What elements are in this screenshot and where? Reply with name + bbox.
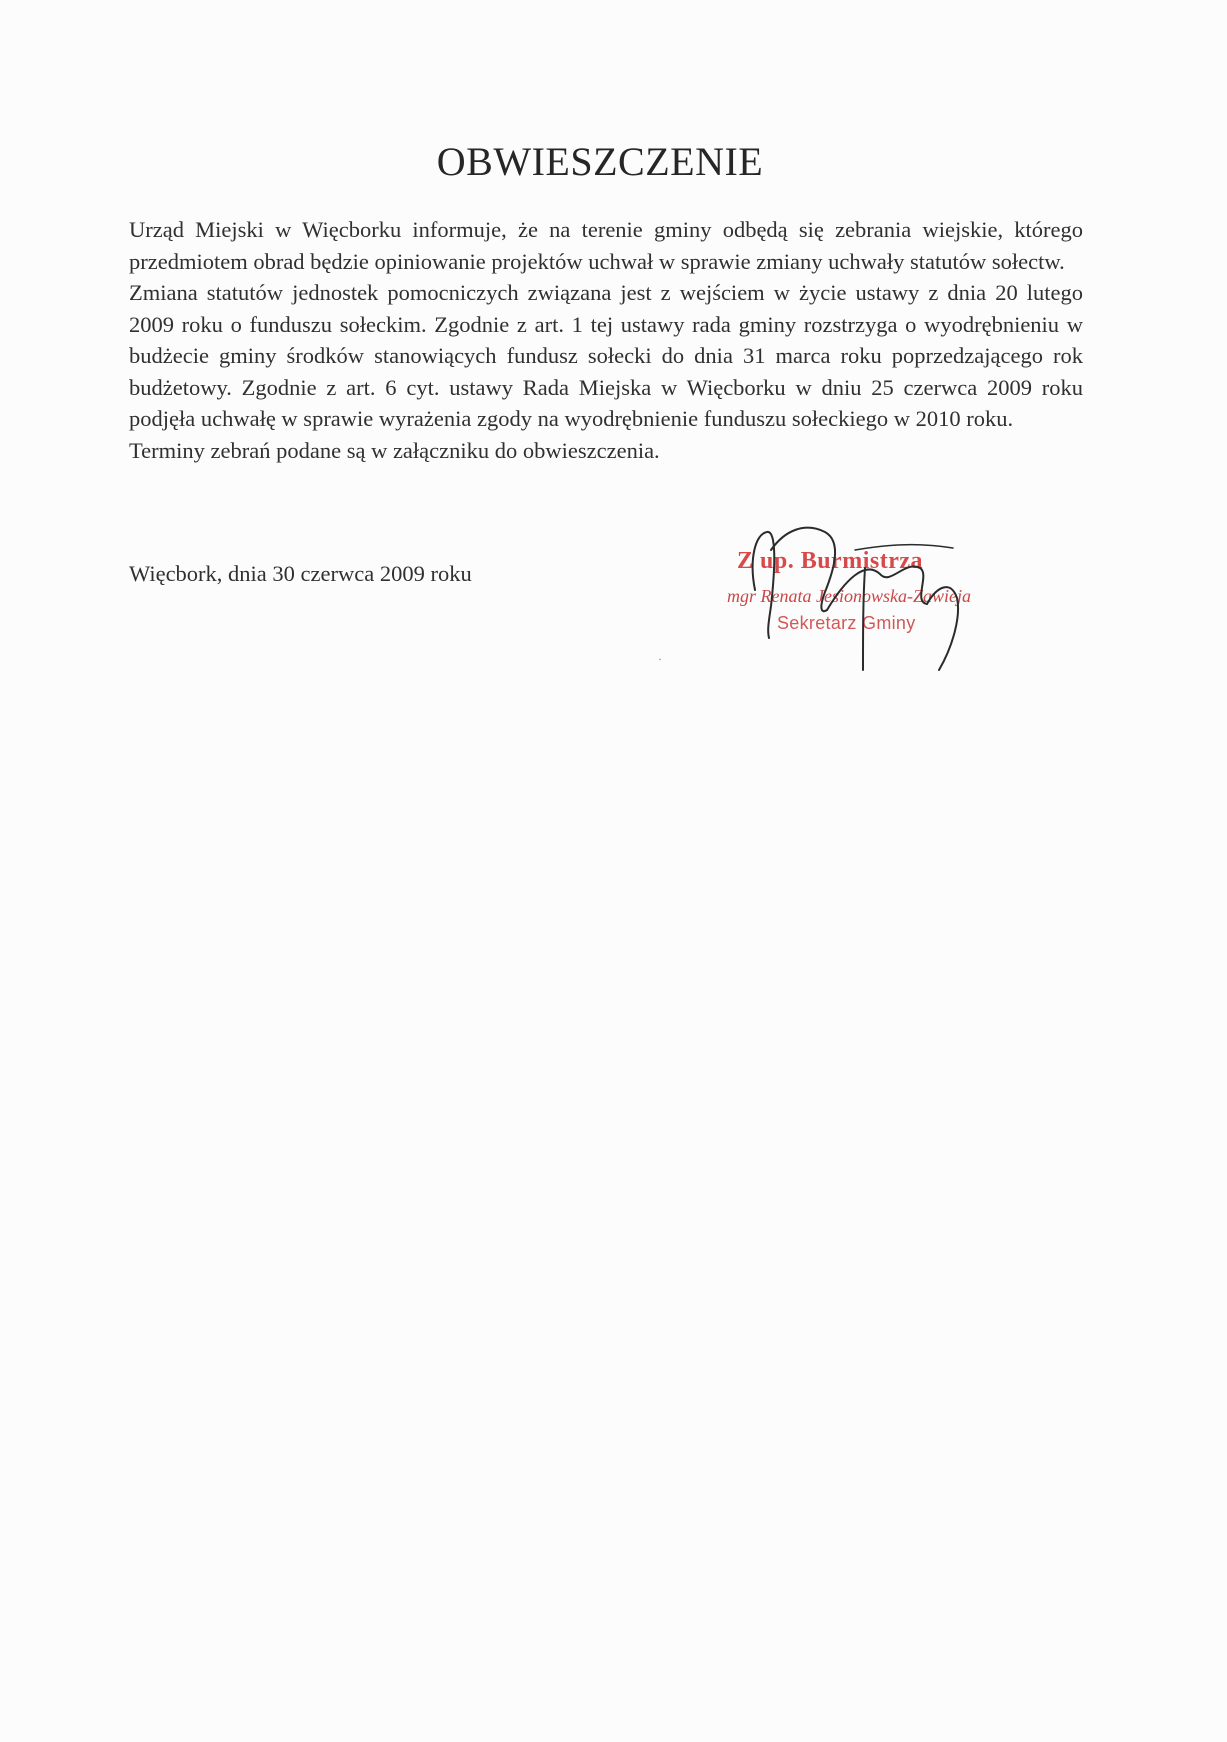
official-stamp bbox=[715, 520, 1015, 685]
stamp-position-line: Sekretarz Gminy bbox=[777, 613, 916, 633]
stamp-name-line: mgr Renata Jesionowska-Zawieja bbox=[727, 586, 971, 606]
paragraph-meeting-dates: Terminy zebrań podane są w załączniku do obwieszczenia. bbox=[129, 437, 660, 463]
scan-speck: · bbox=[658, 652, 662, 666]
document-body bbox=[129, 214, 1083, 466]
paragraph-intro: Urząd Miejski w Więcborku informuje, że na terenie gminy odbędą się zebrania wiejskie, którego przedmiotem obrad będzie opiniowanie projektów uchwał w sprawie zmiany uchwały statutów sołectw. bbox=[129, 217, 1083, 274]
stamp-authority-line: Z up. Burmistrza bbox=[737, 548, 924, 574]
document-title: OBWIESZCZENIE bbox=[436, 139, 764, 184]
handwritten-signature bbox=[715, 520, 1015, 685]
paragraph-legal-basis: Zmiana statutów jednostek pomocniczych związana jest z wejściem w życie ustawy z dnia 20 lutego 2009 roku o funduszu sołeckim. Zgodnie z art. 1 tej ustawy rada gminy rozstrzyga o wyodrębnieniu w budżecie gminy środków stanowiących fundusz sołecki do dnia 31 marca roku poprzedzającego rok budżetowy. Zgodnie z art. 6 cyt. ustawy Rada Miejska w Więcborku w dniu 25 czerwca 2009 roku podjęła uchwałę w sprawie wyrażenia zgody na wyodrębnienie funduszu sołeckiego w 2010 roku. bbox=[129, 280, 1083, 431]
place-and-date: Więcbork, dnia 30 czerwca 2009 roku bbox=[129, 561, 472, 586]
